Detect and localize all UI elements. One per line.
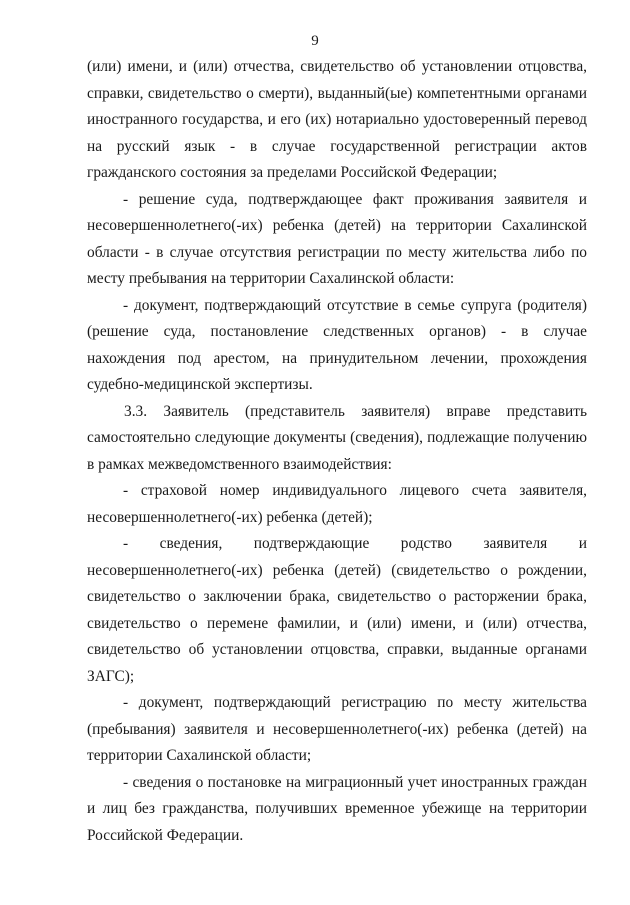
paragraph-insurance-number: - страховой номер индивидуального лицевого счета заявителя, несовершеннолетнего(-их) ребенка (детей); (87, 482, 587, 526)
paragraph-registration-doc: - документ, подтверждающий регистрацию по месту жительства (пребывания) заявителя и несовершеннолетнего(-их) ребенка (детей) на территории Сахалинской области; (87, 694, 587, 764)
document-body (87, 54, 587, 849)
paragraph-court-residence: - решение суда, подтверждающее факт проживания заявителя и несовершеннолетнего(-их) ребенка (детей) на территории Сахалинской области - в случае отсутствия регистрации по месту жительства либо по месту пребывания на территории Сахалинской области: (87, 190, 587, 287)
paragraph-migration-info: - сведения о постановке на миграционный учет иностранных граждан и лиц без гражданства, получивших временное убежище на территории Российской Федерации. (87, 773, 587, 844)
paragraph-spouse-absence: - документ, подтверждающий отсутствие в семье супруга (родителя) (решение суда, постановление следственных органов) - в случае нахождения под арестом, на принудительном лечении, прохождения судебно-медицинской экспертизы. (87, 296, 587, 393)
paragraph-section-3-3: 3.3. Заявитель (представитель заявителя) вправе представить самостоятельно следующие документы (сведения), подлежащие получению в рамках межведомственного взаимодействия: (87, 402, 587, 473)
page-number: 9 (311, 33, 319, 49)
paragraph-continuation: (или) имени, и (или) отчества, свидетельство об установлении отцовства, справки, свидетельство о смерти), выданный(ые) компетентными органами иностранного государства, и его (их) нотариально удостоверенный перевод на русский язык - в случае государственной регистрации актов гражданского состояния за пределами Российской Федерации; (87, 58, 587, 181)
paragraph-kinship-info: - сведения, подтверждающие родство заявителя и несовершеннолетнего(-их) ребенка (детей) (свидетельство о рождении, свидетельство о заключении брака, свидетельство о расторжении брака, свидетельство о перемене фамилии, и (или) имени, и (или) отчества, свидетельство об установлении отцовства, справки, выданные органами ЗАГС); (87, 535, 587, 685)
